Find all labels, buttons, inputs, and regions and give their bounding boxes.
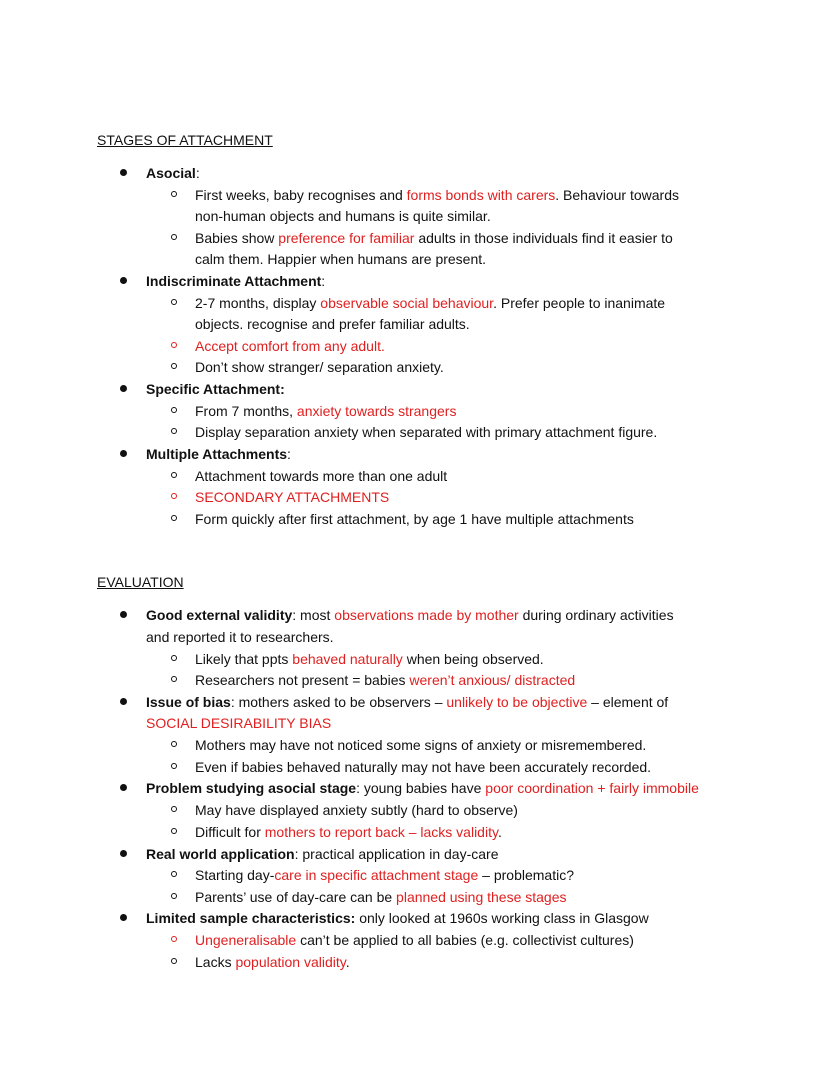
bias-sub-2: Even if babies behaved naturally may not have been accurately recorded. bbox=[195, 759, 652, 775]
indiscriminate-point-3: Don’t show stranger/ separation anxiety. bbox=[195, 359, 444, 375]
bullet-circle-icon bbox=[171, 958, 177, 964]
indiscriminate-point-1-cont: objects. recognise and prefer familiar adults. bbox=[195, 316, 470, 332]
asocial-point-1: First weeks, baby recognises and forms bonds with carers. Behaviour towards bbox=[195, 187, 679, 203]
validity-sub-2: Researchers not present = babies weren’t anxious/ distracted bbox=[195, 672, 576, 688]
specific-title: Specific Attachment: bbox=[146, 381, 285, 397]
sample-point: Limited sample characteristics: only looked at 1960s working class in Glasgow bbox=[146, 910, 649, 926]
validity-point-cont: and reported it to researchers. bbox=[146, 629, 334, 645]
application-point: Real world application: practical application in day-care bbox=[146, 846, 499, 862]
bullet-circle-icon bbox=[171, 407, 177, 413]
indiscriminate-point-1: 2-7 months, display observable social behaviour. Prefer people to inanimate bbox=[195, 295, 666, 311]
bullet-circle-icon bbox=[171, 655, 177, 661]
indiscriminate-point-2: Accept comfort from any adult. bbox=[195, 338, 385, 354]
validity-sub-1: Likely that ppts behaved naturally when being observed. bbox=[195, 651, 544, 667]
asocial-point-2: Babies show preference for familiar adults in those individuals find it easier to bbox=[195, 230, 673, 246]
bias-point-cont: SOCIAL DESIRABILITY BIAS bbox=[146, 715, 332, 731]
asocial-problem-sub-2: Difficult for mothers to report back – lacks validity. bbox=[195, 824, 502, 840]
bullet-circle-icon bbox=[171, 234, 177, 240]
sample-sub-2: Lacks population validity. bbox=[195, 954, 350, 970]
bullet-dot-icon bbox=[120, 277, 127, 284]
specific-point-1: From 7 months, anxiety towards strangers bbox=[195, 403, 457, 419]
multiple-point-1: Attachment towards more than one adult bbox=[195, 468, 448, 484]
application-sub-2: Parents’ use of day-care can be planned using these stages bbox=[195, 889, 567, 905]
validity-point: Good external validity: most observations made by mother during ordinary activities bbox=[146, 607, 674, 623]
bullet-circle-icon bbox=[171, 342, 177, 348]
bullet-circle-icon bbox=[171, 515, 177, 521]
multiple-title: Multiple Attachments: bbox=[146, 446, 291, 462]
bullet-dot-icon bbox=[120, 850, 127, 857]
bullet-dot-icon bbox=[120, 698, 127, 705]
bullet-circle-icon bbox=[171, 871, 177, 877]
indiscriminate-title: Indiscriminate Attachment: bbox=[146, 273, 326, 289]
multiple-point-3: Form quickly after first attachment, by age 1 have multiple attachments bbox=[195, 511, 634, 527]
bullet-dot-icon bbox=[120, 169, 127, 176]
asocial-problem-point: Problem studying asocial stage: young babies have poor coordination + fairly immobile bbox=[146, 780, 699, 796]
bullet-circle-icon bbox=[171, 493, 177, 499]
asocial-title: Asocial: bbox=[146, 165, 200, 181]
bullet-circle-icon bbox=[171, 806, 177, 812]
asocial-point-1-cont: non-human objects and humans is quite similar. bbox=[195, 208, 491, 224]
bullet-dot-icon bbox=[120, 450, 127, 457]
bullet-dot-icon bbox=[120, 385, 127, 392]
bias-sub-1: Mothers may have not noticed some signs of anxiety or misremembered. bbox=[195, 737, 647, 753]
evaluation-heading: EVALUATION bbox=[97, 574, 184, 590]
bullet-circle-icon bbox=[171, 893, 177, 899]
stages-heading: STAGES OF ATTACHMENT bbox=[97, 132, 273, 148]
bullet-circle-icon bbox=[171, 428, 177, 434]
bullet-circle-icon bbox=[171, 741, 177, 747]
bullet-circle-icon bbox=[171, 828, 177, 834]
bullet-circle-icon bbox=[171, 936, 177, 942]
bullet-circle-icon bbox=[171, 299, 177, 305]
multiple-point-2: SECONDARY ATTACHMENTS bbox=[195, 489, 390, 505]
bullet-dot-icon bbox=[120, 914, 127, 921]
sample-sub-1: Ungeneralisable can’t be applied to all babies (e.g. collectivist cultures) bbox=[195, 932, 634, 948]
bullet-circle-icon bbox=[171, 191, 177, 197]
bullet-dot-icon bbox=[120, 784, 127, 791]
bullet-circle-icon bbox=[171, 676, 177, 682]
bullet-circle-icon bbox=[171, 363, 177, 369]
bias-point: Issue of bias: mothers asked to be observers – unlikely to be objective – element of bbox=[146, 694, 669, 710]
application-sub-1: Starting day-care in specific attachment stage – problematic? bbox=[195, 867, 574, 883]
specific-point-2: Display separation anxiety when separated with primary attachment figure. bbox=[195, 424, 658, 440]
asocial-problem-sub-1: May have displayed anxiety subtly (hard to observe) bbox=[195, 802, 518, 818]
bullet-dot-icon bbox=[120, 611, 127, 618]
asocial-point-2-cont: calm them. Happier when humans are present. bbox=[195, 251, 487, 267]
bullet-circle-icon bbox=[171, 472, 177, 478]
bullet-circle-icon bbox=[171, 763, 177, 769]
